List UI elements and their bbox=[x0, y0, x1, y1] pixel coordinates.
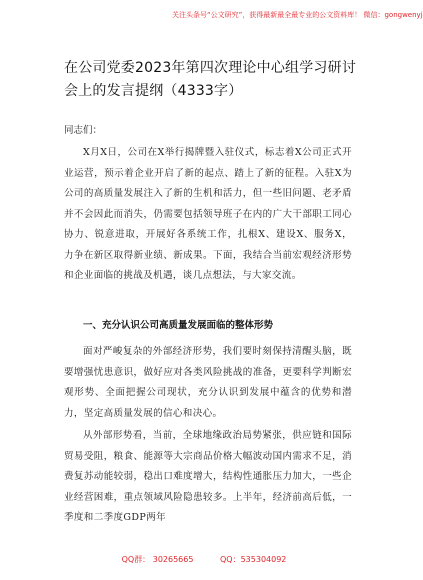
page-footer bbox=[0, 554, 408, 566]
document-title: 在公司党委2023年第四次理论中心组学习研讨会上的发言提纲（4333字） bbox=[64, 60, 357, 99]
section-heading-1: 一、充分认识公司高质量发展面临的整体形势 bbox=[83, 320, 274, 331]
paragraph-situation: 面对严峻复杂的外部经济形势，我们要时刻保持清醒头脑，既要增强忧患意识，做好应对各类风险挑战的准备，更要科学判断宏观形势、全面把握公司现状，充分认识到发展中蕴含的优势和潜力，坚定高质量发展的信心和决心。 bbox=[64, 346, 352, 419]
promo-banner: 关注头条号“公文研究”，获得最新最全最专业的公文资料库！ 微信：gongwenyj bbox=[172, 11, 423, 19]
paragraph-intro: X月X日，公司在X举行揭牌暨入驻仪式，标志着X公司正式开业运营，预示着企业开启了新的起点、踏上了新的征程。入驻X为公司的高质量发展注入了新的生机和活力，但一些旧问题、老矛盾并不会因此而消失，仍需要包括领导班子在内的广大干部职工同心协力、锐意进取，开展好各系统工作，扎根X、建设X、服务X，力争在新区取得新业绩、新成果。下面，我结合当前宏观经济形势和企业面临的挑战及机遇，谈几点想法，与大家交流。 bbox=[64, 147, 352, 281]
paragraph-external: 从外部形势看，当前，全球地缘政治局势紧张，供应链和国际贸易受阻，粮食、能源等大宗商品价格大幅波动国内需求不足，消费复苏动能较弱，稳出口难度增大，结构性通胀压力加大，一些企业经营困难，重点领域风险隐患较多。上半年，经济前高后低，一季度和二季度GDP两年 bbox=[64, 430, 352, 523]
footer-qq: QQ：535304092 bbox=[220, 555, 287, 564]
footer-qq-group: QQ群： 30265665 bbox=[121, 555, 194, 564]
greeting: 同志们： bbox=[64, 125, 103, 136]
